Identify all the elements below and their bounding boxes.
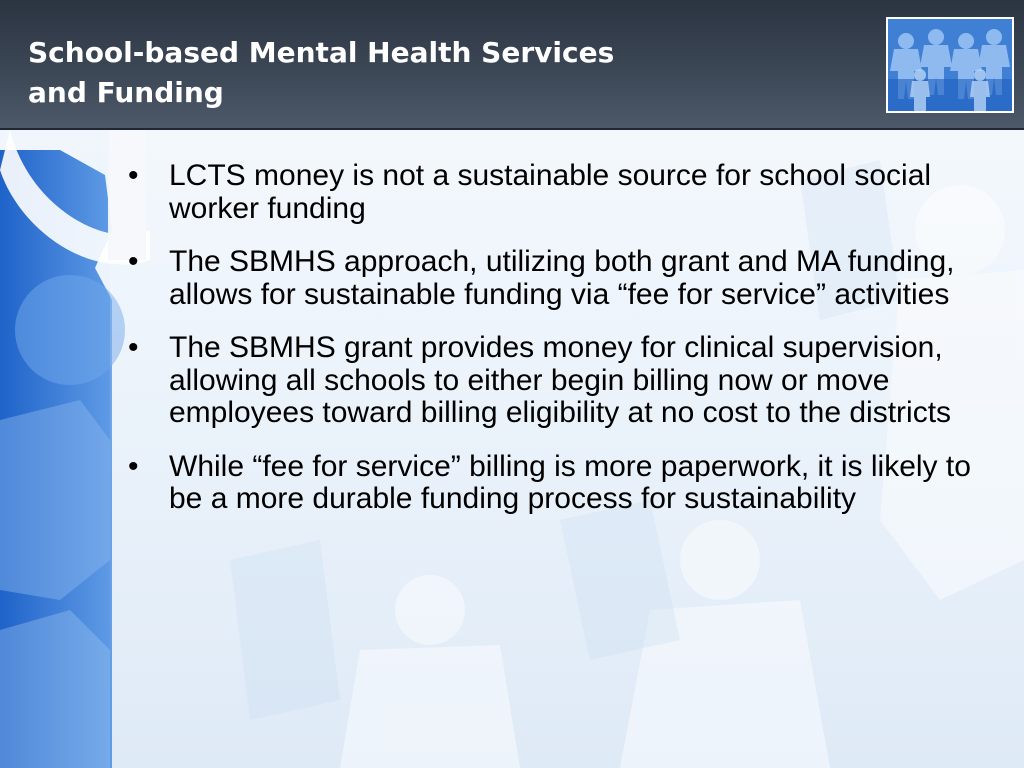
bullet-text: LCTS money is not a sustainable source for school social worker funding [169, 159, 932, 225]
bullet-marker: • [128, 449, 139, 483]
bullet-item [128, 332, 988, 430]
title-line-1: School-based Mental Health Services [28, 36, 615, 69]
bullet-item [128, 246, 988, 311]
bullet-marker: • [128, 331, 139, 364]
bullet-text: While “fee for service” billing is more paperwork, it is likely to be a more durable funding process for sustainability [169, 449, 971, 515]
bullet-text: The SBMHS approach, utilizing both grant and MA funding, allows for sustainable funding via “fee for service” activities [169, 245, 955, 311]
paper-people-chain-icon [886, 17, 1014, 113]
title-bar [0, 0, 1024, 130]
bullet-item [128, 451, 988, 516]
bullet-list [128, 160, 988, 537]
slide-title [28, 33, 848, 113]
title-line-2: and Funding [28, 76, 224, 109]
bullet-marker: • [128, 245, 139, 278]
bullet-marker: • [128, 159, 139, 192]
bullet-text: The SBMHS grant provides money for clinical supervision, allowing all schools to either begin billing now or move employees toward billing eligibility at no cost to the districts [169, 331, 952, 429]
bullet-item [128, 160, 988, 225]
